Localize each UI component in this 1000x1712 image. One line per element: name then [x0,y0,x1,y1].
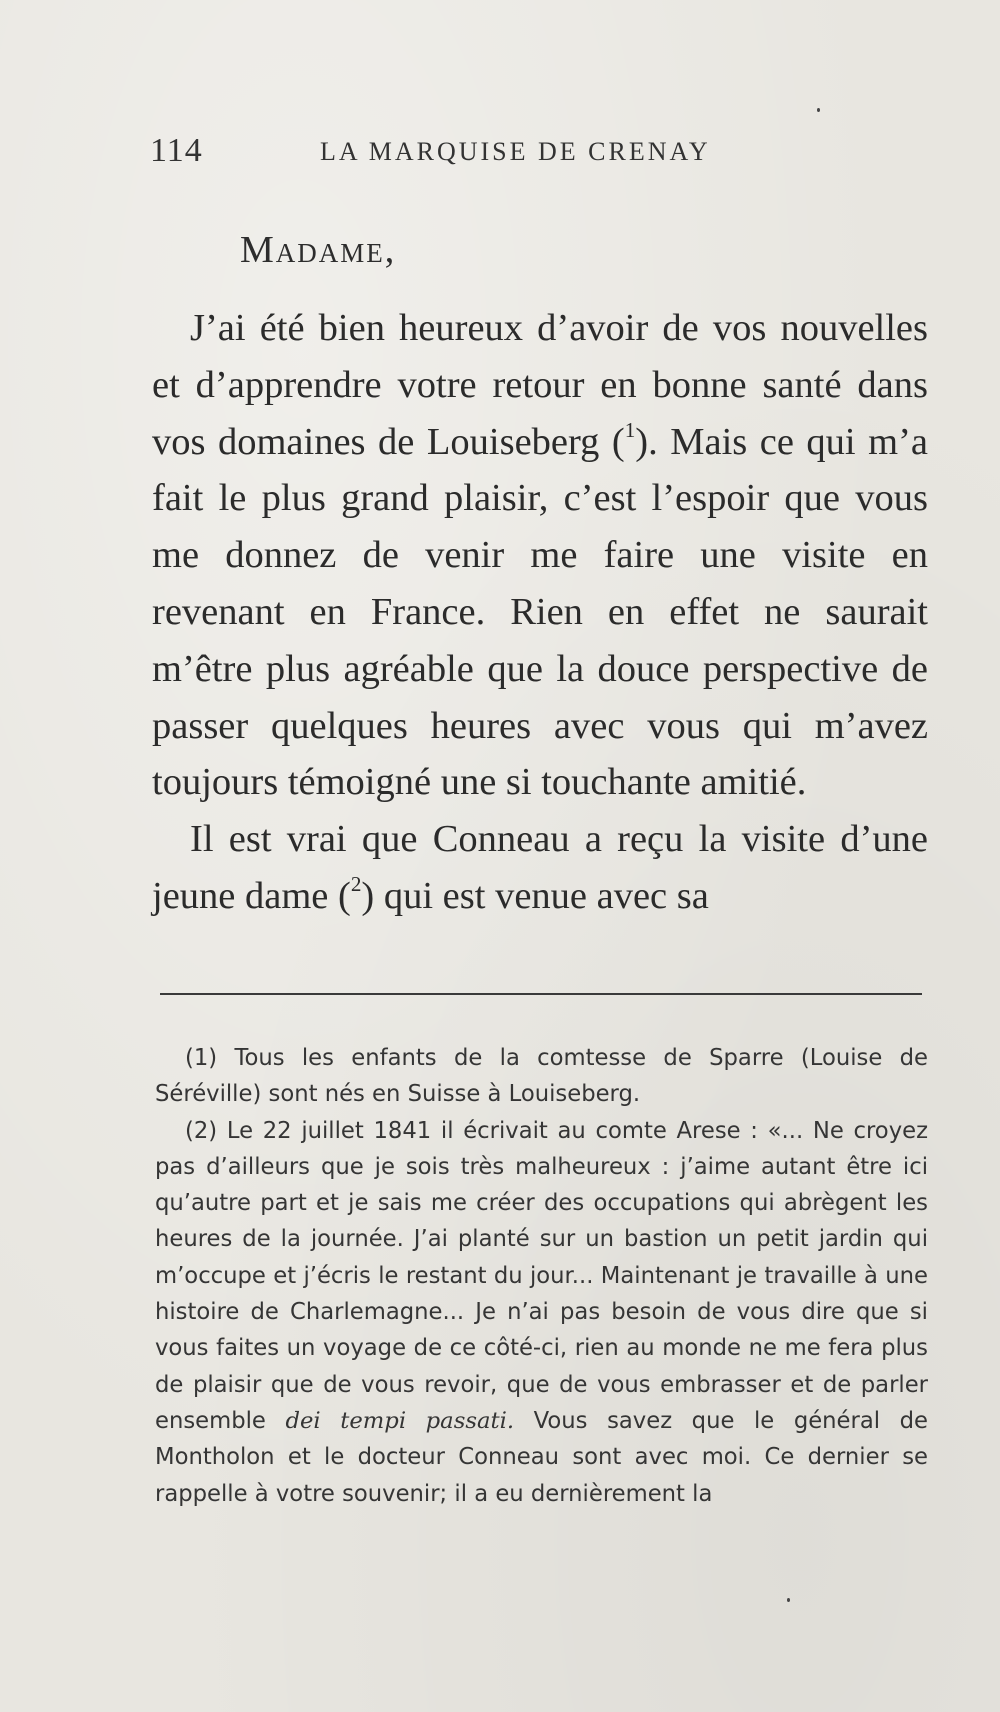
running-title: LA MARQUISE DE CRENAY [320,137,711,166]
footnote-2-text-b: Vous savez que le général de Montholon et le docteur Conneau sont avec moi. Ce dernier se rappelle à votre souvenir; il a eu dernièrement la [155,1407,928,1507]
paper-speck [817,108,820,112]
running-head [150,132,930,172]
letter-paragraph-1 [152,300,928,811]
paper-speck [787,1598,790,1602]
letter-body [152,300,928,925]
paragraph-2-text-b: ) qui est venue avec sa [361,874,709,917]
footnote-2-italic: dei tempi passati. [285,1407,515,1434]
letter-paragraph-2 [152,811,928,925]
footnote-separator-rule [160,993,922,995]
paragraph-2-text-a: Il est vrai que Conneau a reçu la visite d’une jeune dame ( [152,818,928,917]
footnote-2-text-a: (2) Le 22 juillet 1841 il écrivait au comte Arese : «... Ne croyez pas d’ailleurs que je sois très malheureux : j’aime autant être ici qu’autre part et je sais me créer des occupations qui abrègent les heures de la journée. J’ai planté sur un bastion un petit jardin qui m’occupe et j’écris le restant du jour... Maintenant je travaille à une histoire de Charlemagne... Je n’ai pas besoin de vous dire que si vous faites un voyage de ce côté-ci, rien au monde ne me fera plus de plaisir que de vous revoir, que de vous embrasser et de parler ensemble [155,1117,928,1434]
letter-salutation: Madame, [240,229,397,271]
page-number: 114 [150,132,203,169]
footnote-2 [155,1113,928,1512]
footnote-ref-2: 2 [350,871,362,896]
footnote-ref-1: 1 [624,417,636,442]
paragraph-1-text-b: ). Mais ce qui m’a fait le plus grand plaisir, c’est l’espoir que vous me donnez de venir me faire une visite en revenant en France. Rien en effet ne saurait m’être plus agréable que la douce perspective de passer quelques heures avec vous qui m’avez toujours témoigné une si touchante amitié. [152,420,928,804]
footnote-1: (1) Tous les enfants de la comtesse de Sparre (Louise de Séréville) sont nés en Suisse à Louiseberg. [155,1045,928,1108]
paragraph-1-text-a: J’ai été bien heureux d’avoir de vos nouvelles et d’apprendre votre retour en bonne santé dans vos domaines de Louiseberg ( [152,307,928,463]
footnotes [155,1040,928,1512]
